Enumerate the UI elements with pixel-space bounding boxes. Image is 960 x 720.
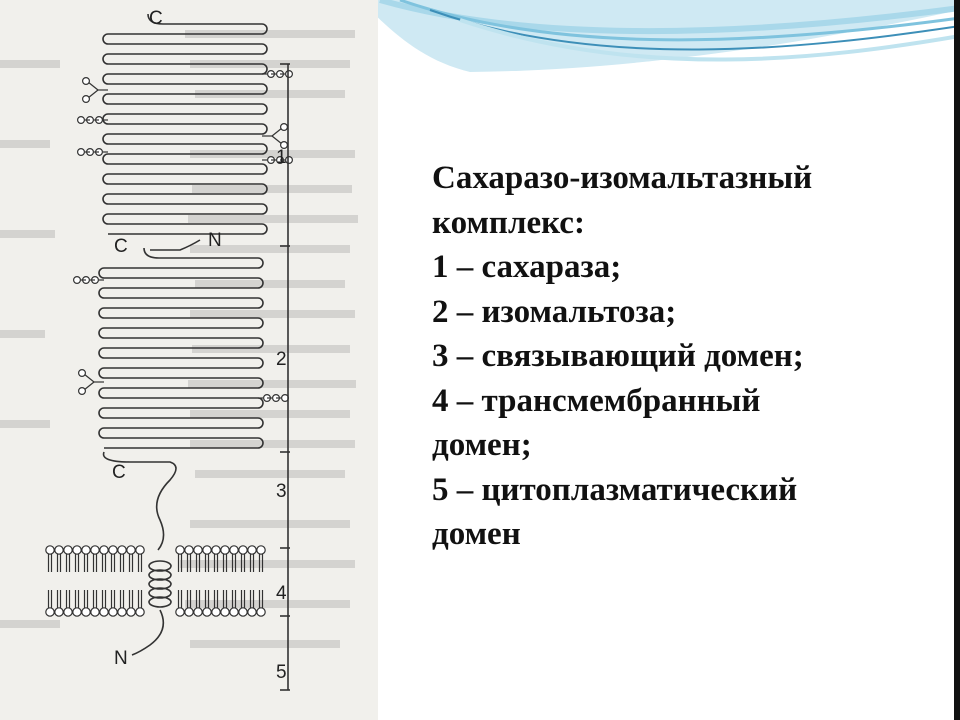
domain-number-1: 1 (276, 147, 287, 168)
lipid-head (127, 608, 135, 616)
lipid-head (185, 608, 193, 616)
terminal-label-c3: C (112, 462, 126, 483)
lipid-head (136, 546, 144, 554)
caption-line-5: 5 – цитоплазматический (432, 471, 798, 508)
lipid-head (82, 608, 90, 616)
lipid-head (46, 546, 54, 554)
lipid-head (91, 546, 99, 554)
glycan-unit (83, 96, 90, 103)
terminal-label-n1: N (208, 230, 222, 251)
glycan-unit (79, 370, 86, 377)
lipid-head (212, 546, 220, 554)
glycan-link (88, 90, 98, 98)
sucrase-loops (103, 14, 267, 234)
glycan-link (88, 82, 98, 90)
lipid-head (73, 608, 81, 616)
terminal-label-c1: C (149, 8, 163, 29)
glycan-unit (79, 388, 86, 395)
glycan-unit (74, 277, 81, 284)
lipid-head (257, 608, 265, 616)
caption-line-4: 4 – трансмембранный (432, 382, 761, 419)
domain-number-2: 2 (276, 349, 287, 370)
caption-line-title: Сахаразо-изомальтазный (432, 160, 813, 196)
lipid-head (194, 546, 202, 554)
lipid-head (91, 608, 99, 616)
lipid-head (136, 608, 144, 616)
glycan-unit (78, 117, 85, 124)
domain-number-3: 3 (276, 481, 287, 502)
lipid-head (185, 546, 193, 554)
terminal-label-c2: C (114, 236, 128, 257)
caption-line-title-cont: комплекс: (432, 204, 585, 241)
lipid-head (221, 608, 229, 616)
glycan-unit (281, 124, 288, 131)
glycan-unit (286, 71, 293, 78)
lipid-head (46, 608, 54, 616)
lipid-head (127, 546, 135, 554)
lipid-head (239, 546, 247, 554)
lipid-head (73, 546, 81, 554)
lipid-head (55, 608, 63, 616)
diagram-panel (0, 0, 378, 720)
glycan-link (84, 382, 94, 390)
lipid-head (176, 608, 184, 616)
glycan-unit (83, 78, 90, 85)
caption-line-1: 1 – сахараза; (432, 249, 622, 285)
lipid-head (230, 608, 238, 616)
lipid-head (109, 608, 117, 616)
lipid-head (221, 546, 229, 554)
glycan-link (272, 128, 282, 136)
terminal-label-n2: N (114, 648, 128, 669)
lipid-head (82, 546, 90, 554)
glycan-unit (78, 149, 85, 156)
slide-edge (954, 0, 960, 720)
lipid-head (64, 608, 72, 616)
lipid-head (118, 608, 126, 616)
sucrase-isomaltase-diagram (0, 0, 378, 720)
lipid-head (55, 546, 63, 554)
lipid-head (109, 546, 117, 554)
lipid-head (248, 608, 256, 616)
caption (432, 156, 932, 557)
domain-number-5: 5 (276, 662, 287, 683)
lipid-head (203, 608, 211, 616)
lipid-head (100, 608, 108, 616)
caption-line-4-cont: домен; (432, 427, 532, 463)
lipid-head (176, 546, 184, 554)
glycan-unit (286, 157, 293, 164)
lipid-head (203, 546, 211, 554)
lipid-head (230, 546, 238, 554)
lipid-head (194, 608, 202, 616)
lipid-head (248, 546, 256, 554)
glycan-link (84, 374, 94, 382)
caption-line-5-cont: домен (432, 516, 521, 552)
isomaltase-loops (99, 248, 263, 448)
lipid-head (64, 546, 72, 554)
cytoplasmic-tail (132, 610, 163, 655)
lipid-head (212, 608, 220, 616)
lipid-head (118, 546, 126, 554)
caption-line-2: 2 – изомальтоза; (432, 293, 677, 330)
lipid-head (100, 546, 108, 554)
glycan-link (272, 136, 282, 144)
lipid-head (257, 546, 265, 554)
domain-number-4: 4 (276, 583, 287, 604)
caption-line-3: 3 – связывающий домен; (432, 338, 804, 374)
lipid-head (239, 608, 247, 616)
